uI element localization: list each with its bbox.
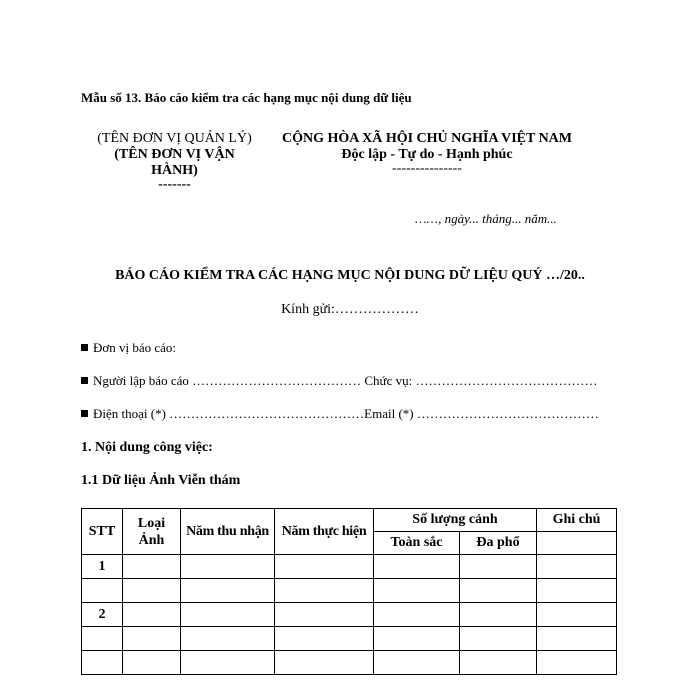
table-row: [82, 603, 617, 627]
header-loai-anh-line1: Loại: [137, 515, 166, 531]
header-ghi-chu: Ghi chú: [537, 509, 617, 532]
field-preparer-label: Người lập báo cáo ………………………………… Chức vụ: ……………………………………: [93, 373, 598, 388]
header-nam-thuc-hien: Năm thực hiện: [275, 509, 374, 555]
table-row: [82, 627, 617, 651]
bullet-square-icon: [81, 344, 88, 351]
national-title: CỘNG HÒA XÃ HỘI CHỦ NGHĨA VIỆT NAM: [281, 131, 572, 146]
managing-unit-label: (TÊN ĐƠN VỊ QUẢN LÝ): [97, 131, 252, 146]
field-unit: [81, 340, 176, 356]
addressee: Kính gửi:………………: [281, 302, 419, 317]
cell-stt: [82, 579, 123, 603]
bullet-square-icon: [81, 410, 88, 417]
left-header-rule: -------: [158, 177, 191, 192]
national-motto: Độc lập - Tự do - Hạnh phúc: [341, 147, 513, 162]
header-loai-anh: [123, 509, 181, 555]
left-header: [82, 131, 267, 191]
right-header-rule: ---------------: [392, 161, 462, 176]
section-1-heading: 1. Nội dung công việc:: [81, 440, 213, 455]
header-toan-sac: Toàn sắc: [374, 532, 460, 555]
table-row: [82, 579, 617, 603]
cell-stt: [82, 627, 123, 651]
form-title: Mẫu số 13. Báo cáo kiểm tra các hạng mục nội dung dữ liệu: [81, 90, 412, 105]
field-unit-label: Đơn vị báo cáo:: [93, 340, 177, 355]
date-line: ……, ngày... tháng... năm...: [415, 211, 557, 226]
header-nam-thu-nhan: Năm thu nhận: [181, 509, 275, 555]
header-ghi-chu-sub: [537, 532, 617, 555]
table-row: [82, 555, 617, 579]
operating-unit-label-cont: HÀNH): [151, 163, 198, 178]
table-row: [82, 651, 617, 675]
operating-unit-label: (TÊN ĐƠN VỊ VẬN: [114, 147, 235, 162]
cell-stt: 2: [82, 603, 123, 627]
header-loai-anh-line2: Ảnh: [138, 532, 165, 548]
field-phone-email: [81, 406, 599, 422]
cell-stt: [82, 651, 123, 675]
field-preparer: [81, 373, 597, 389]
cell-stt: 1: [82, 555, 123, 579]
header-da-pho: Đa phổ: [460, 532, 537, 555]
right-header: [262, 131, 592, 175]
bullet-square-icon: [81, 377, 88, 384]
report-title: BÁO CÁO KIỂM TRA CÁC HẠNG MỤC NỘI DUNG DỮ LIỆU QUÝ …/20..: [115, 268, 585, 283]
header-so-luong-canh: Số lượng cảnh: [374, 509, 537, 532]
field-phone-email-label: Điện thoại (*) ………………………………………Email (*) ……………………………………: [93, 406, 599, 421]
remote-sensing-table: [81, 508, 617, 675]
header-stt: STT: [82, 509, 123, 555]
section-1-1-heading: 1.1 Dữ liệu Ảnh Viễn thám: [81, 473, 241, 488]
